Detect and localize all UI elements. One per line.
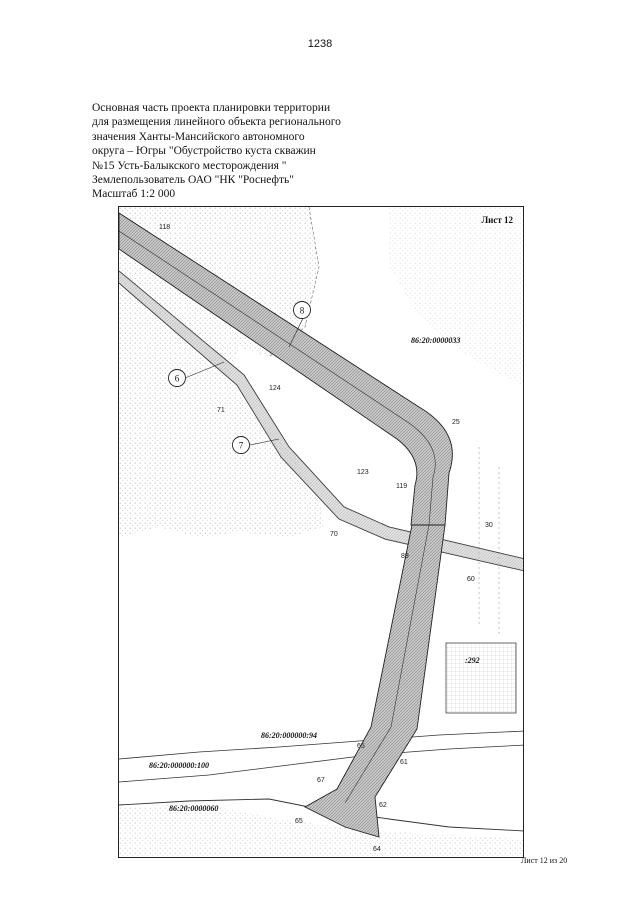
- cadastral-label: 86:20:000000:94: [261, 731, 317, 740]
- point-label: 123: [357, 469, 369, 476]
- map-frame: [118, 206, 524, 858]
- point-label: 70: [330, 531, 338, 538]
- vegetation-area: [389, 207, 524, 387]
- title-line: для размещения линейного объекта регионального: [92, 116, 341, 129]
- point-label: 124: [269, 385, 281, 392]
- title-line: Основная часть проекта планировки территории: [92, 102, 331, 114]
- sheet-footer: Лист 12 из 20: [521, 856, 568, 865]
- point-label: 62: [379, 802, 387, 809]
- corridor-south: [305, 525, 445, 837]
- scale-line: Масштаб 1:2 000: [92, 188, 176, 201]
- point-label: 118: [159, 224, 171, 231]
- point-label: 65: [295, 818, 303, 825]
- title-line: Землепользователь ОАО "НК "Роснефть": [92, 174, 294, 187]
- parcel-292: [446, 643, 516, 713]
- object-number-6: 6: [174, 373, 180, 384]
- cadastral-label: 86:20:0000033: [411, 336, 461, 345]
- title-block: [92, 101, 392, 202]
- sheet-label: Лист 12: [481, 215, 513, 225]
- title-line: округа – Югры "Обустройство куста скважин: [92, 145, 316, 158]
- cadastral-label: 86:20:000000:100: [149, 761, 209, 770]
- point-label: 65: [357, 743, 365, 750]
- cadastral-label: 86:20:0000060: [169, 804, 219, 813]
- point-label: 30: [485, 522, 493, 529]
- dashed-boundary: [479, 447, 499, 637]
- page-number: 1238: [307, 38, 333, 50]
- point-label: 60: [467, 576, 475, 583]
- point-label: 119: [396, 483, 408, 490]
- title-line: значения Ханты-Мансийского автономного: [92, 130, 305, 143]
- parcel-boundary: [119, 731, 524, 759]
- title-line: №15 Усть-Балыкского месторождения ": [92, 159, 287, 172]
- point-label: 89: [401, 553, 409, 560]
- object-number-7: 7: [238, 440, 244, 451]
- point-label: 64: [373, 846, 381, 853]
- point-label: 25: [452, 419, 460, 426]
- map-canvas: [119, 207, 524, 858]
- point-label: 67: [317, 777, 325, 784]
- object-number-8: 8: [299, 305, 305, 316]
- point-label: 61: [400, 759, 408, 766]
- cadastral-label: :292: [465, 656, 480, 665]
- point-label: 71: [217, 407, 225, 414]
